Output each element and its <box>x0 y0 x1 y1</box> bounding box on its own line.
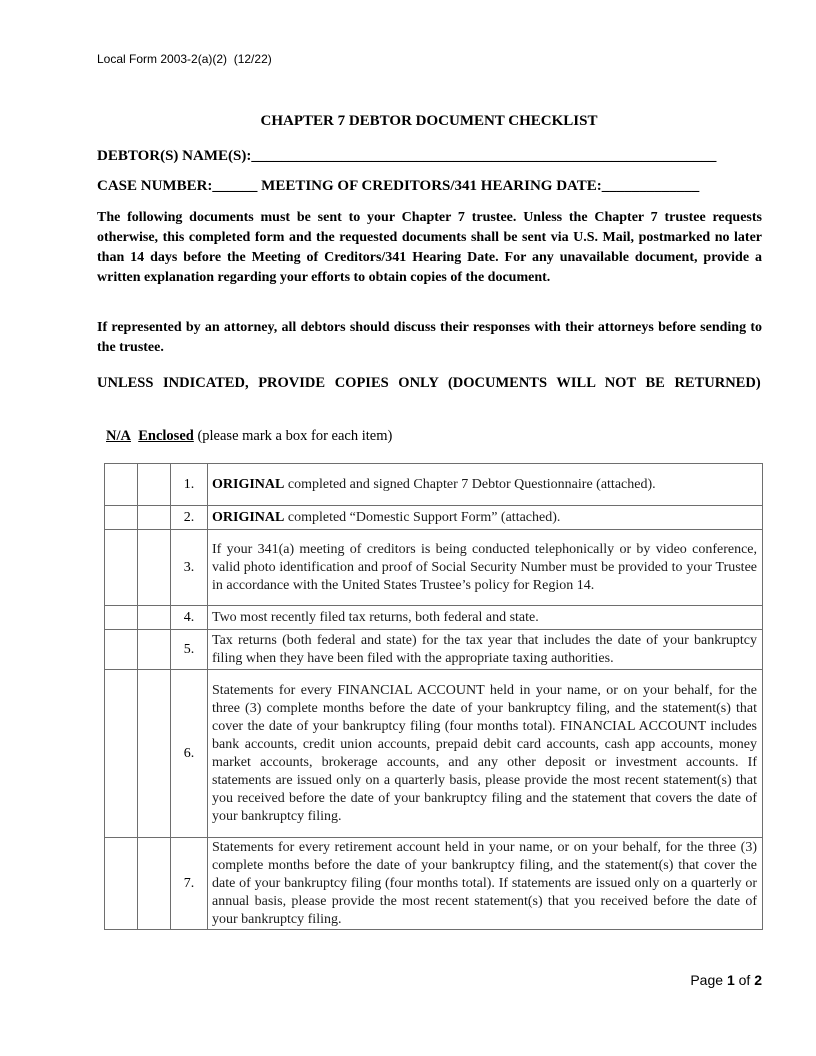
item-text: Two most recently filed tax returns, both federal and state. <box>212 609 539 625</box>
item-number: 7. <box>171 838 208 930</box>
enclosed-checkbox[interactable] <box>138 530 171 606</box>
copies-notice: UNLESS INDICATED, PROVIDE COPIES ONLY (DOCUMENTS WILL NOT BE RETURNED) <box>97 375 761 391</box>
enclosed-checkbox[interactable] <box>138 606 171 630</box>
na-checkbox[interactable] <box>105 506 138 530</box>
debtor-name-field[interactable]: DEBTOR(S) NAME(S):______________________________________________________________ <box>97 148 717 164</box>
checklist-row <box>105 838 763 930</box>
na-checkbox[interactable] <box>105 530 138 606</box>
item-text: completed and signed Chapter 7 Debtor Questionnaire (attached). <box>284 476 656 492</box>
item-description <box>208 838 763 930</box>
item-number: 6. <box>171 670 208 838</box>
legend-note: (please mark a box for each item) <box>193 428 393 444</box>
page-total: 2 <box>754 972 762 988</box>
checklist-row <box>105 606 763 630</box>
item-number: 4. <box>171 606 208 630</box>
document-checklist-table <box>104 463 763 930</box>
page-label: Page <box>690 972 724 988</box>
item-description <box>208 606 763 630</box>
na-checkbox[interactable] <box>105 464 138 506</box>
page-current: 1 <box>726 972 735 988</box>
case-number-hearing-date-field[interactable]: CASE NUMBER:______ MEETING OF CREDITORS/341 HEARING DATE:_____________ <box>97 178 700 194</box>
item-description <box>208 530 763 606</box>
intro-paragraph: The following documents must be sent to your Chapter 7 trustee. Unless the Chapter 7 trustee requests otherwise, this completed form and the requested documents shall be sent via U.S. Mail, postmarked no later than 14 days before the Meeting of Creditors/341 Hearing Date. For any unavailable document, provide a written explanation regarding your efforts to obtain copies of the document. <box>97 210 762 285</box>
checklist-row <box>105 630 763 670</box>
enclosed-checkbox[interactable] <box>138 464 171 506</box>
item-text: completed “Domestic Support Form” (attached). <box>284 509 561 525</box>
page-title: CHAPTER 7 DEBTOR DOCUMENT CHECKLIST <box>260 113 598 129</box>
enclosed-checkbox[interactable] <box>138 506 171 530</box>
na-checkbox[interactable] <box>105 838 138 930</box>
attorney-paragraph: If represented by an attorney, all debtors should discuss their responses with their attorneys before sending to the trustee. <box>97 320 762 355</box>
checkbox-legend <box>106 428 392 445</box>
form-identifier: Local Form 2003-2(a)(2) (12/22) <box>97 52 272 66</box>
item-description <box>208 506 763 530</box>
item-text: Tax returns (both federal and state) for the tax year that includes the date of your bankruptcy filing when they have been filed with the appropriate taxing authorities. <box>212 632 757 666</box>
enclosed-checkbox[interactable] <box>138 670 171 838</box>
checklist-row <box>105 670 763 838</box>
item-number: 1. <box>171 464 208 506</box>
item-text: Statements for every FINANCIAL ACCOUNT held in your name, or on your behalf, for the three (3) complete months before the date of your bankruptcy filing, and the statement(s) that cover the date of your bankruptcy filing (four months total). FINANCIAL ACCOUNT includes bank accounts, credit union accounts, prepaid debit card accounts, cash app accounts, money market accounts, brokerage accounts, and any other deposit or investment accounts. If statements are issued only on a quarterly basis, please provide the most recent statement(s) that you received before the date of your bankruptcy filing and the statement that covers the date of your bankruptcy filing. <box>212 682 757 824</box>
na-checkbox[interactable] <box>105 670 138 838</box>
na-checkbox[interactable] <box>105 606 138 630</box>
item-text: Statements for every retirement account held in your name, or on your behalf, for the three (3) complete months before the date of your bankruptcy filing, and the statement(s) that cover the date of your bankruptcy filing (four months total). If statements are issued only on a quarterly or annual basis, please provide the most recent statement(s) that you received before the date of your bankruptcy filing. <box>212 839 757 927</box>
checklist-row <box>105 530 763 606</box>
item-number: 2. <box>171 506 208 530</box>
legend-na: N/A <box>106 428 131 444</box>
item-text: If your 341(a) meeting of creditors is being conducted telephonically or by video conference, valid photo identification and proof of Social Security Number must be provided to your Trustee in accordance with the United States Trustee’s policy for Region 14. <box>212 541 757 593</box>
item-description <box>208 630 763 670</box>
item-number: 5. <box>171 630 208 670</box>
legend-enclosed: Enclosed <box>138 428 194 444</box>
item-description <box>208 670 763 838</box>
enclosed-checkbox[interactable] <box>138 838 171 930</box>
checklist-row <box>105 506 763 530</box>
enclosed-checkbox[interactable] <box>138 630 171 670</box>
item-number: 3. <box>171 530 208 606</box>
page-number <box>690 972 762 988</box>
checklist-row <box>105 464 763 506</box>
na-checkbox[interactable] <box>105 630 138 670</box>
page-of: of <box>738 972 751 988</box>
item-bold-label: ORIGINAL <box>212 509 285 525</box>
item-description <box>208 464 763 506</box>
item-bold-label: ORIGINAL <box>212 476 285 492</box>
